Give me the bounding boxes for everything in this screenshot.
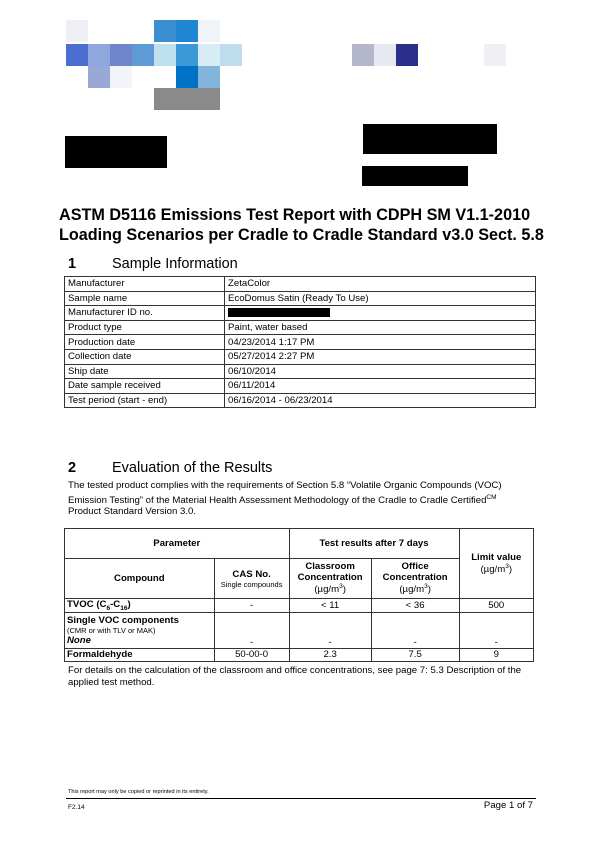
table-row [65,379,536,394]
table-cell: < 11 [289,599,371,613]
table-row [65,335,536,350]
table-row [65,612,534,648]
table-cell: Manufacturer ID no. [65,306,225,321]
table-row [65,349,536,364]
col-compound: Compound [65,559,215,599]
evaluation-paragraph: The tested product complies with the requirements of Section 5.8 “Volatile Organic Compounds (VOC) Emission Testing” of the Material Health Assessment Methodology of the Cradle to Cradle Certified$^{CM}$ Product Standard Version 3.0. [68,480,502,518]
table-cell: TVOC $(C_6-C_{16})$ [65,599,215,613]
section-1-heading: 1 Sample Information [68,256,238,272]
table-cell: 500 [459,599,533,613]
table-cell: - [214,599,289,613]
table-cell: 50-00-0 [214,648,289,661]
table-cell: - [214,612,289,648]
table-cell: - [289,612,371,648]
table-cell: 2.3 [289,648,371,661]
table-row [65,291,536,306]
table-row [65,599,534,613]
header-parameter: Parameter [65,529,290,559]
table-cell: 04/23/2014 1:17 PM [225,335,536,350]
col-classroom: Classroom Concentration $(\mu g/m^3)$ [289,559,371,599]
col-cas: CAS No. Single compounds [214,559,289,599]
table-cell: < 36 [371,599,459,613]
table-row [65,648,534,661]
table-cell: Collection date [65,349,225,364]
table-cell: 9 [459,648,533,661]
page-number: Page 1 of 7 [483,800,533,811]
results-table [64,528,534,662]
table-cell: 7.5 [371,648,459,661]
table-cell: ZetaColor [225,277,536,292]
table-cell: Ship date [65,364,225,379]
table-cell: 06/11/2014 [225,379,536,394]
redacted-block [363,124,497,154]
table-cell: - [459,612,533,648]
col-office: Office Concentration $(\mu g/m^3)$ [371,559,459,599]
table-cell: 05/27/2014 2:27 PM [225,349,536,364]
table-cell [225,306,536,321]
redacted-block [65,136,167,168]
form-code: F2.14 [68,804,85,811]
table-cell: Manufacturer [65,277,225,292]
table-cell: EcoDomus Satin (Ready To Use) [225,291,536,306]
table-cell: Formaldehyde [65,648,215,661]
footer-divider [66,798,536,799]
table-cell: Test period (start - end) [65,393,225,408]
header-results: Test results after 7 days [289,529,459,559]
table-row [65,364,536,379]
redacted-block [362,166,468,186]
copy-note: This report may only be copied or reprinted in its entirety. [68,789,209,795]
partner-logo [352,44,502,68]
table-row [65,277,536,292]
table-cell: 06/10/2014 [225,364,536,379]
table-cell: - [371,612,459,648]
table-cell: Product type [65,320,225,335]
table-cell: Single VOC components (CMR or with TLV or MAK) None [65,612,215,648]
table-row [65,306,536,321]
redacted-value [228,308,330,317]
company-logo [66,20,266,112]
report-title: ASTM D5116 Emissions Test Report with CDPH SM V1.1-2010 Loading Scenarios per Cradle to Cradle Standard v3.0 Sect. 5.8 [59,206,544,244]
details-note: For details on the calculation of the classroom and office concentrations, see page 7: 5.3 Description of the applied test method. [68,665,522,688]
table-row [65,320,536,335]
sample-info-table [64,276,536,408]
table-row [65,393,536,408]
table-cell: 06/16/2014 - 06/23/2014 [225,393,536,408]
header-limit: Limit value $(\mu g/m^3)$ [459,529,533,599]
section-2-heading: 2 Evaluation of the Results [68,460,273,476]
table-cell: Production date [65,335,225,350]
table-cell: Paint, water based [225,320,536,335]
table-cell: Sample name [65,291,225,306]
table-cell: Date sample received [65,379,225,394]
